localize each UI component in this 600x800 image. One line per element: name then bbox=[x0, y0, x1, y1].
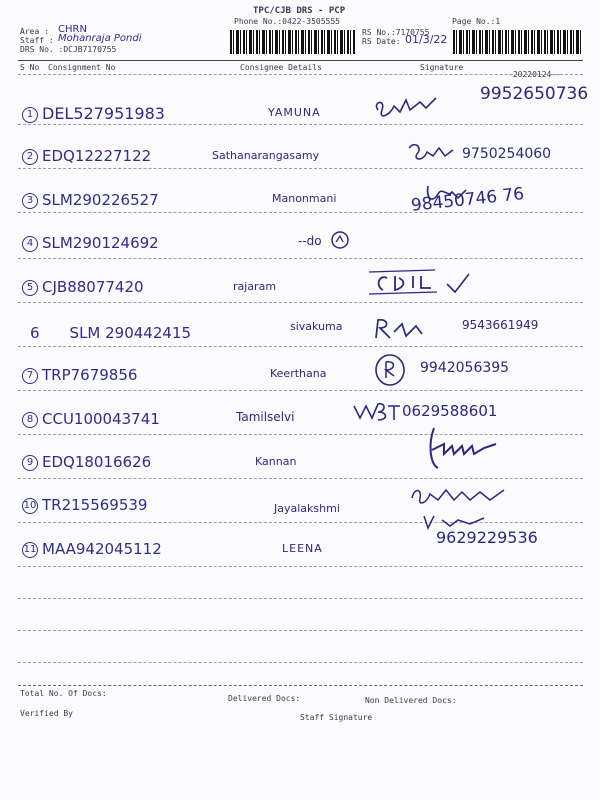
barcode-right bbox=[453, 30, 583, 54]
signature-mark bbox=[372, 352, 408, 388]
staff-value: Mohanraja Pondi bbox=[58, 33, 142, 44]
signature-mark bbox=[328, 228, 352, 252]
row-divider bbox=[18, 346, 583, 347]
list-item: 5 CJB88077420 bbox=[22, 278, 144, 296]
consignee-name: Jayalakshmi bbox=[274, 502, 340, 515]
list-item: 11 MAA942045112 bbox=[23, 540, 162, 558]
rs-date-value: 01/3/22 bbox=[405, 33, 448, 46]
barcode-left bbox=[230, 30, 355, 54]
signature-mark bbox=[405, 138, 465, 166]
phone-value: 9942056395 bbox=[420, 360, 510, 376]
column-divider bbox=[18, 74, 583, 75]
consignee-name: Sathanarangasamy bbox=[212, 149, 320, 162]
consignee-name: LEENA bbox=[282, 542, 323, 555]
list-item: 3 SLM290226527 bbox=[22, 191, 159, 209]
date-code: -20220124-- bbox=[508, 70, 561, 79]
row-divider bbox=[18, 390, 583, 391]
signature-mark bbox=[352, 400, 402, 422]
delivered-docs-label: Delivered Docs: bbox=[228, 694, 301, 703]
row-divider bbox=[18, 212, 583, 213]
row-divider bbox=[18, 630, 583, 631]
row-divider bbox=[18, 598, 583, 599]
row-divider bbox=[18, 258, 583, 259]
column-sno: S No bbox=[20, 63, 40, 72]
rs-date-label: RS Date: bbox=[362, 37, 401, 46]
consignee-name: YAMUNA bbox=[268, 106, 321, 119]
list-item: 4 SLM290124692 bbox=[22, 234, 159, 252]
list-item: 7 TRP7679856 bbox=[22, 366, 137, 384]
list-item: 1 DEL527951983 bbox=[22, 104, 165, 123]
phone-value: 9629229536 bbox=[436, 528, 538, 547]
page-number: Page No.:1 bbox=[452, 17, 501, 26]
row-divider bbox=[18, 478, 583, 479]
phone-value: 9543661949 bbox=[462, 318, 539, 332]
phone-value: 9750254060 bbox=[462, 146, 552, 162]
area-value: CHRN bbox=[58, 24, 87, 35]
list-item: 9 EDQ18016626 bbox=[22, 453, 151, 471]
phone-number: Phone No.:0422-3505555 bbox=[234, 17, 340, 26]
consignee-name: Keerthana bbox=[270, 367, 327, 380]
row-divider bbox=[18, 124, 583, 125]
signature-mark bbox=[424, 424, 504, 470]
consignee-name: Kannan bbox=[255, 455, 297, 468]
list-item: 6 SLM 290442415 bbox=[30, 324, 192, 342]
consignee-name: Tamilselvi bbox=[236, 410, 295, 424]
signature-mark bbox=[365, 268, 485, 298]
row-divider bbox=[18, 662, 583, 663]
consignee-name: rajaram bbox=[233, 280, 277, 293]
row-divider bbox=[18, 566, 583, 567]
signature-mark bbox=[372, 316, 432, 342]
header-divider bbox=[18, 60, 583, 61]
drs-number: DRS No. :DCJB7170755 bbox=[20, 45, 117, 54]
consignee-name: sivakuma bbox=[290, 320, 343, 333]
consignee-name: Manonmani bbox=[272, 192, 337, 205]
row-divider bbox=[18, 168, 583, 169]
verified-by-label: Verified By bbox=[20, 709, 73, 718]
phone-value: 9952650736 bbox=[480, 84, 589, 104]
signature-mark bbox=[370, 92, 460, 122]
rs-number: RS No.:7170755 bbox=[362, 28, 430, 37]
signature-mark bbox=[408, 480, 518, 510]
list-item: 8 CCU100043741 bbox=[22, 410, 160, 428]
list-item: 10 TR215569539 bbox=[23, 496, 148, 514]
area-label: Area : bbox=[20, 27, 49, 36]
row-divider bbox=[18, 302, 583, 303]
consignee-name: --do bbox=[298, 234, 322, 248]
list-item: 2 EDQ12227122 bbox=[22, 147, 151, 165]
total-docs-label: Total No. Of Docs: bbox=[20, 689, 107, 698]
document-title: TPC/CJB DRS - PCP bbox=[253, 6, 346, 16]
non-delivered-docs-label: Non Delivered Docs: bbox=[365, 696, 457, 705]
column-consignee: Consignee Details bbox=[240, 63, 322, 72]
phone-value: 0629588601 bbox=[402, 402, 498, 420]
column-consignment: Consignment No bbox=[48, 63, 116, 72]
phone-value: 98450746 76 bbox=[410, 184, 526, 216]
footer-divider bbox=[18, 685, 583, 686]
staff-label: Staff : bbox=[20, 36, 54, 45]
column-signature: Signature bbox=[420, 63, 464, 72]
staff-signature-label: Staff Signature bbox=[300, 713, 373, 722]
